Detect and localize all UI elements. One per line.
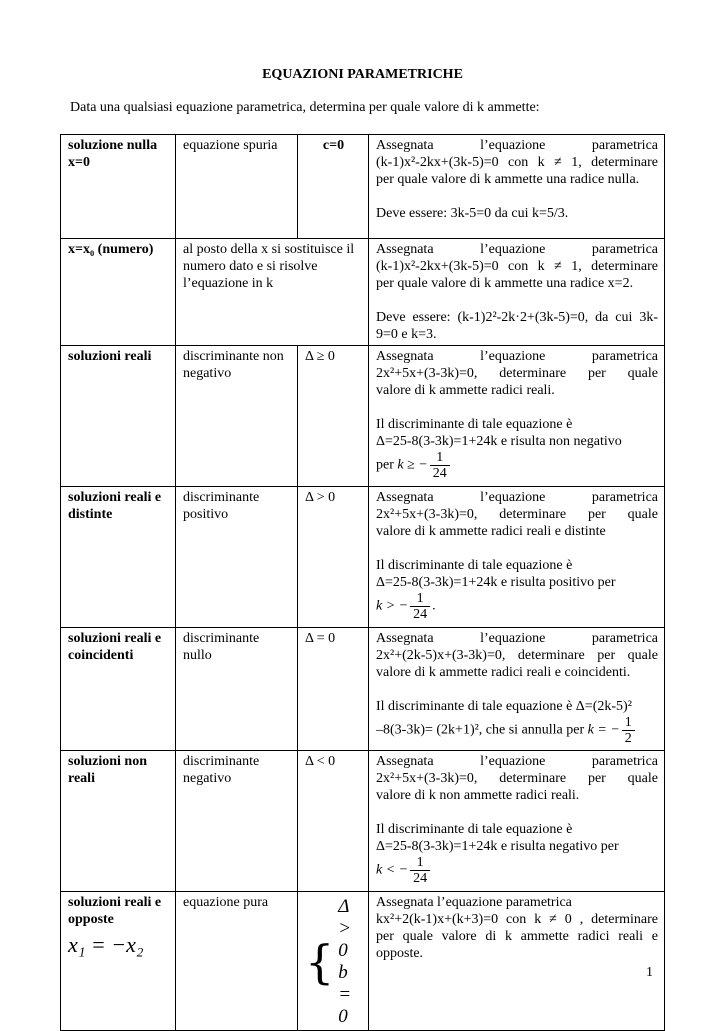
fraction: $\frac{1}{24}$ (430, 450, 450, 481)
condition-cell: Δ = 0 (298, 628, 369, 751)
condition-cell: Δ > 0 (298, 487, 369, 628)
example-equation: 2x²+5x+(3-3k)=0, determinare per quale (376, 507, 658, 522)
property-cell: discriminante positivo (176, 487, 298, 628)
solution-text: k < − $\frac{1}{24}$ (376, 855, 658, 886)
intro-text: Data una qualsiasi equazione parametrica, determina per quale valore di k ammette: (70, 100, 540, 115)
solution-text: Deve essere: (k-1)2²-2k·2+(3k-5)=0, da cui 3k-9=0 e k=3. (376, 310, 658, 342)
example-equation: (k-1)x²-2kx+(3k-5)=0 con k ≠ 1, determinare (376, 155, 658, 170)
table-row (61, 239, 665, 346)
system-condition: { Δ > 0 b = 0 (305, 896, 352, 1027)
example-cell: Assegnata l’equazione parametrica 2x²+5x+(3-3k)=0, determinare per quale valore di k ammette radici reali. Il discriminante di tale equazione è Δ=25-8(3-3k)=1+24k e risulta non negativo per k ≥ − $\frac{1}{24}$ (369, 346, 665, 487)
fraction: $\frac{1}{24}$ (410, 855, 430, 886)
example-cell: Assegnata l’equazione parametrica 2x²+5x+(3-3k)=0, determinare per quale valore di k non ammette radici reali. Il discriminante di tale equazione è Δ=25-8(3-3k)=1+24k e risulta negativo per k < − $\frac{1}{24}$ (369, 751, 665, 892)
property-cell: equazione pura (176, 892, 298, 1031)
condition-cell: Δ < 0 (298, 751, 369, 892)
table-row (61, 628, 665, 751)
page-number: 1 (646, 965, 653, 980)
solution-text: Deve essere: 3k-5=0 da cui k=5/3. (376, 206, 569, 221)
example-equation: 2x²+(2k-5)x+(3-3k)=0, determinare per quale (376, 648, 658, 663)
parametric-equations-table (60, 134, 665, 1031)
property-cell: discriminante non negativo (176, 346, 298, 487)
case-cell: soluzioni reali e opposte x₁ = −x₂ (61, 892, 176, 1031)
example-equation: 2x²+5x+(3-3k)=0, determinare per quale (376, 366, 658, 381)
table-row (61, 487, 665, 628)
example-cell: Assegnata l’equazione parametrica 2x²+5x+(3-3k)=0, determinare per quale valore di k ammette radici reali e distinte Il discriminante di tale equazione è Δ=25-8(3-3k)=1+24k e risulta positivo per k > − $\frac{1}{24}$ . (369, 487, 665, 628)
case-cell: soluzioni non reali (61, 751, 176, 892)
example-cell: Assegnata l’equazione parametrica kx²+2(k-1)x+(k+3)=0 con k ≠ 0 , determinare per quale valore di k ammette radici reali e opposte. (369, 892, 665, 1031)
table-row (61, 135, 665, 239)
property-cell: equazione spuria (176, 135, 298, 239)
fraction: $\frac{1}{24}$ (410, 591, 430, 622)
table-row (61, 346, 665, 487)
example-cell: Assegnata l’equazione parametrica 2x²+(2k-5)x+(3-3k)=0, determinare per quale valore di k ammette radici reali e coincidenti. Il discriminante di tale equazione è Δ=(2k-5)² –8(3-3k)= (2k+1)², che si annulla per k = − $\frac{1}{2}$ (369, 628, 665, 751)
example-equation: 2x²+5x+(3-3k)=0, determinare per quale (376, 771, 658, 786)
table-row (61, 892, 665, 1031)
case-cell: soluzioni reali (61, 346, 176, 487)
solution-text: k > − $\frac{1}{24}$ . (376, 591, 436, 622)
case-cell: soluzione nulla x=0 (61, 135, 176, 239)
case-formula: x₁ = −x₂ (68, 932, 144, 957)
example-equation: (k-1)x²-2kx+(3k-5)=0 con k ≠ 1, determinare (376, 259, 658, 274)
property-cell: discriminante nullo (176, 628, 298, 751)
page-title: EQUAZIONI PARAMETRICHE (262, 67, 463, 82)
brace-glyph: { (305, 935, 335, 989)
property-cell: discriminante negativo (176, 751, 298, 892)
solution-text: –8(3-3k)= (2k+1)², che si annulla per k = − $\frac{1}{2}$ (376, 715, 658, 746)
condition-cell: c=0 (298, 135, 369, 239)
case-cell: soluzioni reali e distinte (61, 487, 176, 628)
example-cell: Assegnata l’equazione parametrica (k-1)x²-2kx+(3k-5)=0 con k ≠ 1, determinare per quale valore di k ammette una radice x=2. Deve essere: (k-1)2²-2k·2+(3k-5)=0, da cui 3k-9=0 e k=3. (369, 239, 665, 346)
property-cell: al posto della x si sostituisce il numero dato e si risolve l’equazione in k (176, 239, 369, 346)
condition-cell: Δ ≥ 0 (298, 346, 369, 487)
case-cell: soluzioni reali e coincidenti (61, 628, 176, 751)
example-equation: kx²+2(k-1)x+(k+3)=0 con k ≠ 0 , determinare (376, 912, 658, 927)
example-cell: Assegnata l’equazione parametrica (k-1)x²-2kx+(3k-5)=0 con k ≠ 1, determinare per quale valore di k ammette una radice nulla. Deve essere: 3k-5=0 da cui k=5/3. (369, 135, 665, 239)
case-cell: x=x₀ (numero) (61, 239, 176, 346)
condition-cell (298, 892, 369, 1031)
solution-text: per k ≥ − $\frac{1}{24}$ (376, 450, 658, 481)
table-row (61, 751, 665, 892)
fraction: $\frac{1}{2}$ (622, 715, 635, 746)
